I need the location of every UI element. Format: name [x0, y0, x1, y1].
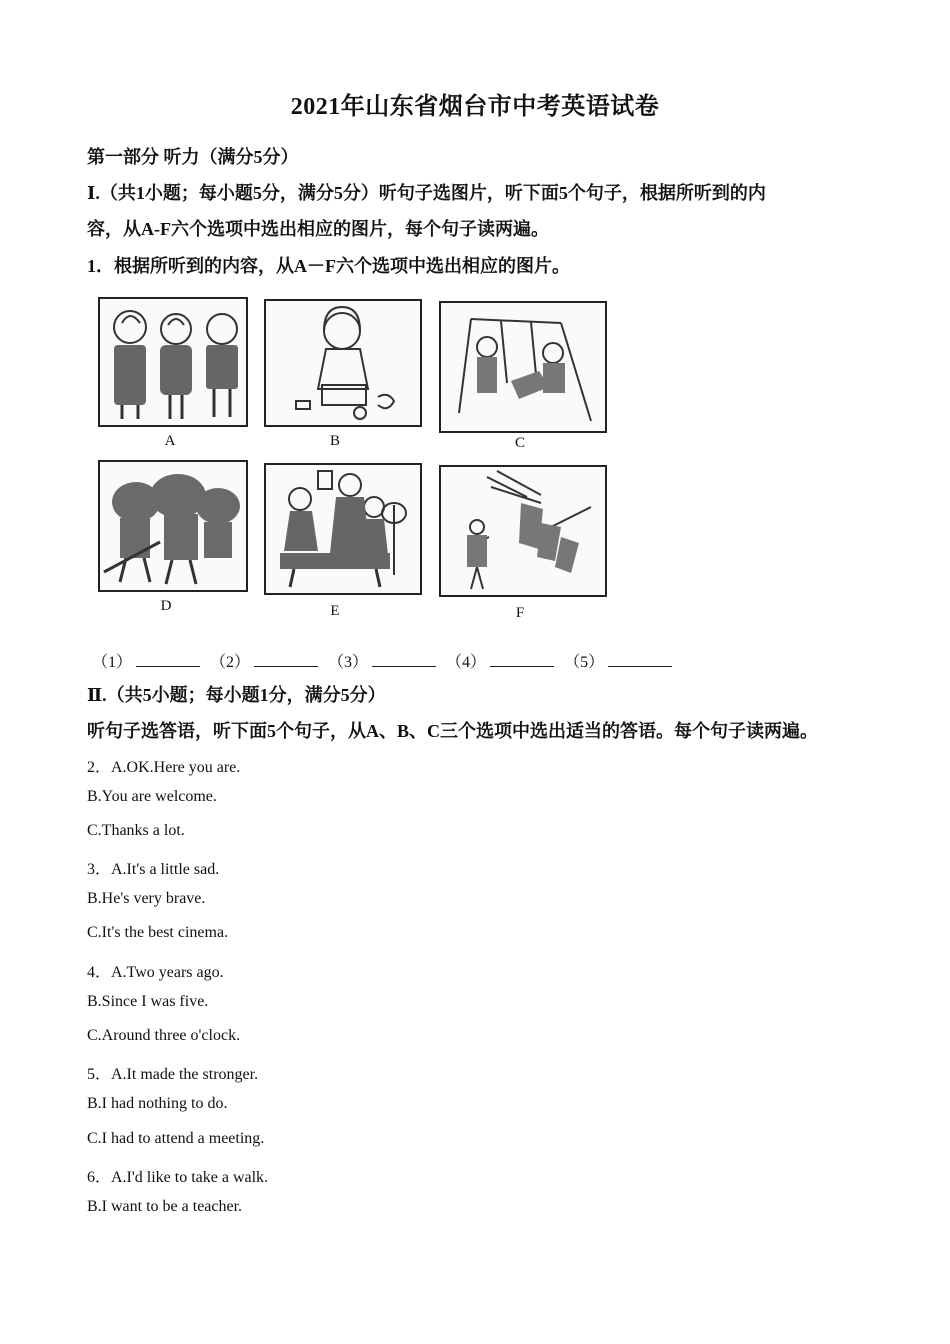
option-line: C.Thanks a lot. [87, 822, 185, 839]
page-title: 2021年山东省烟台市中考英语试卷 [290, 94, 660, 120]
option-line: B.I want to be a teacher. [87, 1198, 243, 1215]
option-line: C.It's the best cinema. [87, 924, 229, 941]
caption-c: C [514, 435, 525, 451]
section1-instruction-line2: 容，从A-F六个选项中选出相应的图片，每个句子读两遍。 [87, 219, 549, 239]
section1-instruction-line1: Ⅰ.（共1小题；每小题5分，满分5分）听句子选图片，听下面5个句子，根据所听到的内 [87, 183, 766, 203]
option-line: B.Since I was five. [87, 993, 209, 1010]
picture-a [98, 297, 248, 427]
answer-blanks-row [90, 649, 676, 672]
blank-2[interactable] [254, 652, 318, 667]
section2-heading: Ⅱ.（共5小题；每小题1分，满分5分） [87, 685, 386, 705]
caption-d: D [160, 598, 172, 614]
blank-label-3: （3） [328, 654, 369, 671]
part1-heading: 第一部分 听力（满分5分） [87, 147, 299, 167]
option-line: 4．A.Two years ago. [87, 964, 224, 981]
option-line: C.I had to attend a meeting. [87, 1130, 265, 1147]
picture-b [264, 299, 422, 427]
option-line: 6．A.I'd like to take a walk. [87, 1169, 269, 1186]
children-illustration [100, 299, 246, 425]
option-line: 3．A.It's a little sad. [87, 861, 220, 878]
option-line: B.You are welcome. [87, 788, 217, 805]
performance-illustration [441, 467, 605, 595]
option-line: B.He's very brave. [87, 890, 206, 907]
blank-label-4: （4） [446, 654, 487, 671]
picture-d [98, 460, 248, 592]
caption-b: B [329, 433, 340, 449]
caption-e: E [330, 603, 340, 619]
blank-5[interactable] [608, 652, 672, 667]
girl-illustration [266, 301, 420, 425]
picture-f [439, 465, 607, 597]
option-line: B.I had nothing to do. [87, 1095, 228, 1112]
crowd-illustration [100, 462, 246, 590]
blank-3[interactable] [372, 652, 436, 667]
option-line: 5．A.It made the stronger. [87, 1066, 259, 1083]
caption-f: F [515, 605, 525, 621]
blank-4[interactable] [490, 652, 554, 667]
blank-label-2: （2） [210, 654, 251, 671]
option-line: C.Around three o'clock. [87, 1027, 241, 1044]
blank-label-1: （1） [92, 654, 133, 671]
picture-e [264, 463, 422, 595]
blank-label-5: （5） [564, 654, 605, 671]
family-illustration [266, 465, 420, 593]
section2-instruction: 听句子选答语，听下面5个句子，从A、B、C三个选项中选出适当的答语。每个句子读两遍。 [87, 721, 818, 741]
question-1: 1．根据所听到的内容，从A－F六个选项中选出相应的图片。 [87, 256, 570, 276]
swing-illustration [441, 303, 605, 431]
blank-1[interactable] [136, 652, 200, 667]
caption-a: A [164, 433, 176, 449]
picture-grid [95, 293, 610, 623]
picture-c [439, 301, 607, 433]
option-line: 2．A.OK.Here you are. [87, 759, 241, 776]
